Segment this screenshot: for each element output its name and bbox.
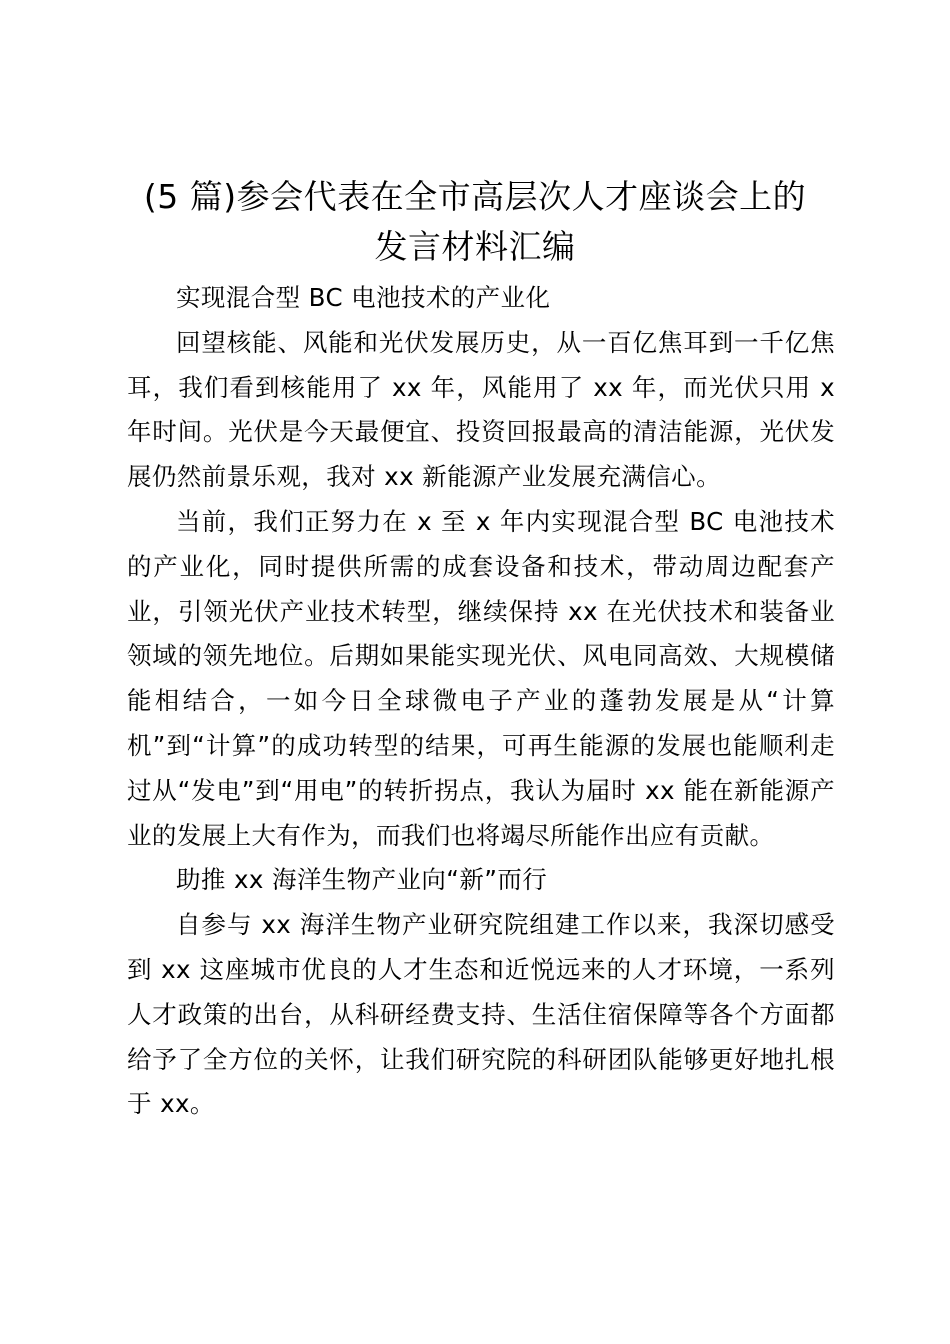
document-body [127,276,835,1127]
section-heading-marine-biology: 助推 xx 海洋生物产业向“新”而行 [176,865,548,895]
document-title-line-2: 发言材料汇编 [374,227,576,266]
section-heading-bc-battery: 实现混合型 BC 电池技术的产业化 [176,283,551,312]
paragraph-energy-history: 回望核能、风能和光伏发展历史，从一百亿焦耳到一千亿焦耳，我们看到核能用了 xx 年，风能用了 xx 年，而光伏只用 x 年时间。光伏是今天最便宜、投资回报最高的清洁能源，光伏发展仍然前景乐观，我对 xx 新能源产业发展充满信心。 [127,327,835,492]
paragraph-bc-industrialization: 当前，我们正努力在 x 至 x 年内实现混合型 BC 电池技术的产业化，同时提供所需的成套设备和技术，带动周边配套产业，引领光伏产业技术转型，继续保持 xx 在光伏技术和装备业领域的领先地位。后期如果能实现光伏、风电同高效、大规模储能相结合，一如今日全球微电子产业的蓬勃发展是从“计算机”到“计算”的成功转型的结果，可再生能源的发展也能顺利走过从“发电”到“用电”的转折拐点，我认为届时 xx 能在新能源产业的发展上大有作为，而我们也将竭尽所能作出应有贡献。 [127,506,835,850]
document-title-line-1: (5 篇)参会代表在全市高层次人才座谈会上的 [143,177,807,216]
paragraph-marine-institute: 自参与 xx 海洋生物产业研究院组建工作以来，我深切感受到 xx 这座城市优良的人才生态和近悦远来的人才环境，一系列人才政策的出台，从科研经费支持、生活住宿保障等各个方面都给予了全方位的关怀，让我们研究院的科研团队能够更好地扎根于 xx。 [127,910,835,1119]
